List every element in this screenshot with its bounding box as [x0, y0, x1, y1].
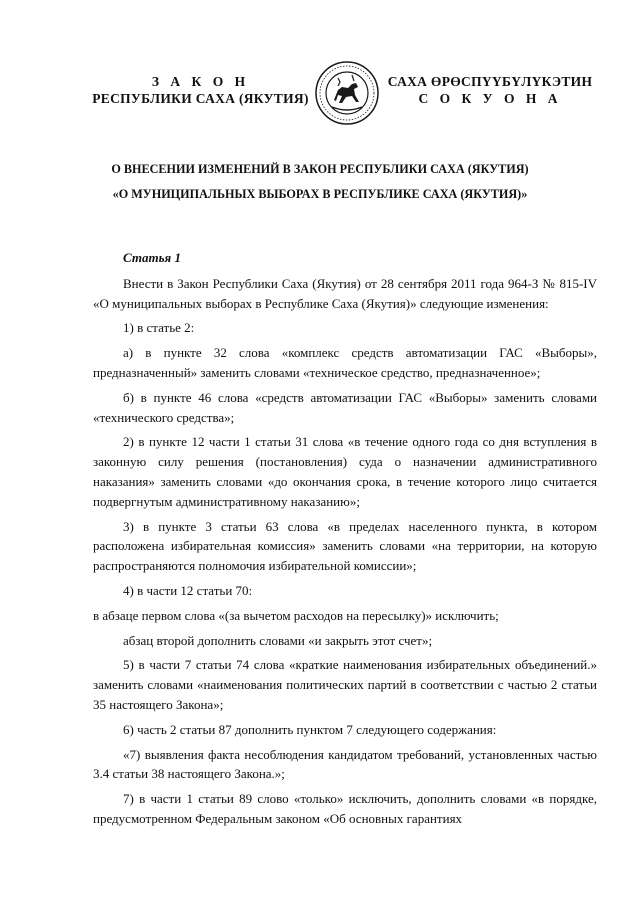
title-line2: «О МУНИЦИПАЛЬНЫХ ВЫБОРАХ В РЕСПУБЛИКЕ САХА (ЯКУТИЯ)» [112, 187, 528, 201]
paragraph: «7) выявления факта несоблюдения кандидатом требований, установленных частью 3.4 статьи 38 настоящего Закона.»; [93, 746, 597, 782]
paragraph: б) в пункте 46 слова «средств автоматизации ГАС «Выборы» заменить словами «технического средства»; [93, 389, 597, 425]
document-title [60, 157, 580, 207]
title-line1: О ВНЕСЕНИИ ИЗМЕНЕНИЙ В ЗАКОН РЕСПУБЛИКИ САХА (ЯКУТИЯ) [111, 162, 529, 176]
header-left-line2: РЕСПУБЛИКИ САХА (ЯКУТИЯ) [92, 91, 309, 106]
paragraph: 4) в части 12 статьи 70: [123, 582, 253, 598]
paragraph: 5) в части 7 статьи 74 слова «краткие наименования избирательных объединений.» заменить словами «наименования политических партий в соответствии с частью 2 статьи 35 настоящего Закона»; [93, 657, 597, 712]
header-right-line2: С О К У О Н А [418, 91, 562, 106]
header-left-line1: З А К О Н [151, 74, 250, 89]
paragraph: 2) в пункте 12 части 1 статьи 31 слова «в течение одного года со дня вступления в законную силу решения (постановления) суда о назначении административного наказания» заменить словами «до окончания срока, в течение которого лицо считается подвергнутым административному наказанию»; [93, 434, 597, 509]
paragraph: Внести в Закон Республики Саха (Якутия) от 28 сентября 2011 года 964-З № 815-IV «О муниципальных выборах в Республике Саха (Якутия)» следующие изменения: [93, 275, 597, 311]
header-right-line1: САХА ӨРӨСПҮҮБҮЛҮКЭТИН [387, 74, 593, 89]
document-body [93, 248, 597, 834]
header-law-ru [88, 73, 313, 107]
paragraph: 3) в пункте 3 статьи 63 слова «в пределах населенного пункта, в котором расположена избирательная комиссия» заменить словами «на территории, на которую распространяются полномочия избирательной комиссии»; [93, 518, 597, 574]
paragraph: абзац второй дополнить словами «и закрыть этот счет»; [123, 632, 433, 648]
article-heading: Статья 1 [123, 250, 181, 265]
header-law-sakha [380, 73, 600, 107]
paragraph: 1) в статье 2: [123, 320, 195, 336]
paragraph: в абзаце первом слова «(за вычетом расходов на пересылку)» исключить; [93, 607, 499, 623]
paragraph: 7) в части 1 статьи 89 слово «только» исключить, дополнить словами «в порядке, предусмотренном Федеральным законом «Об основных гарантиях [93, 791, 597, 826]
paragraph: а) в пункте 32 слова «комплекс средств автоматизации ГАС «Выборы», предназначенный» заменить словами «техническое средство, предназначенное»; [93, 345, 597, 380]
coat-of-arms-icon [314, 60, 380, 126]
paragraph: 6) часть 2 статьи 87 дополнить пунктом 7 следующего содержания: [123, 721, 497, 737]
